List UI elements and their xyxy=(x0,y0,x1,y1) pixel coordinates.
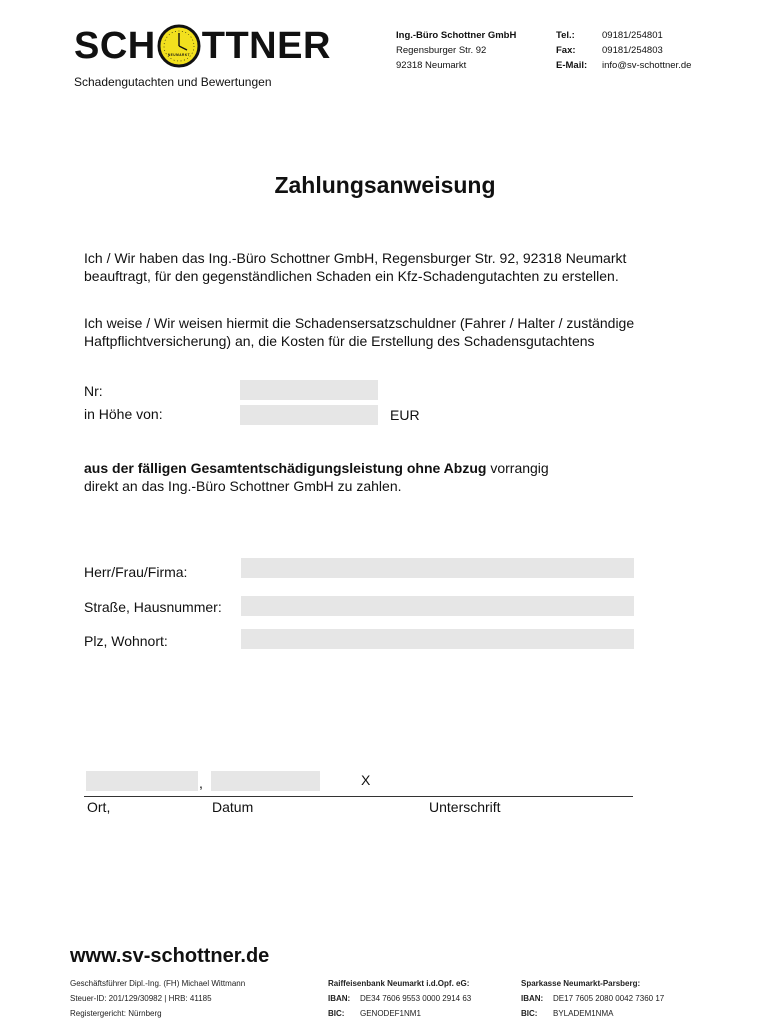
clock-icon xyxy=(157,24,201,68)
ort-label: Ort, xyxy=(87,799,111,815)
currency-label: EUR xyxy=(390,407,420,423)
footer-company-info xyxy=(70,976,245,1021)
nr-field[interactable] xyxy=(240,380,378,400)
city-label: Plz, Wohnort: xyxy=(84,633,168,649)
payment-emphasis: aus der fälligen Gesamtentschädigungsleistung ohne Abzug xyxy=(84,460,487,476)
name-field[interactable] xyxy=(241,558,634,578)
bic-value: GENODEF1NM1 xyxy=(360,1009,421,1018)
company-tagline: Schadengutachten und Bewertungen xyxy=(74,75,272,89)
street-field[interactable] xyxy=(241,596,634,616)
logo-clock-label: NEUMARKT xyxy=(167,53,190,57)
footer-bank-sparkasse xyxy=(521,976,664,1021)
company-address xyxy=(396,28,516,73)
signature-line xyxy=(84,796,633,797)
paragraph-payment xyxy=(84,459,694,495)
paragraph-line: Ich / Wir haben das Ing.-Büro Schottner GmbH, Regensburger Str. 92, 92318 Neumarkt xyxy=(84,250,627,266)
website-link[interactable]: www.sv-schottner.de xyxy=(70,945,270,967)
footer-line: Geschäftsführer Dipl.-Ing. (FH) Michael Wittmann xyxy=(70,979,246,988)
paragraph-commission xyxy=(84,249,694,285)
city-field[interactable] xyxy=(241,629,634,649)
bank-name: Raiffeisenbank Neumarkt i.d.Opf. eG: xyxy=(328,979,470,988)
footer-bank-raiffeisen xyxy=(328,976,471,1021)
document-title: Zahlungsanweisung xyxy=(274,172,496,198)
amount-field[interactable] xyxy=(240,405,378,425)
street-label: Straße, Hausnummer: xyxy=(84,599,222,615)
iban-label: IBAN: xyxy=(328,994,351,1003)
iban-value: DE17 7605 2080 0042 7360 17 xyxy=(553,994,665,1003)
email-label: E-Mail: xyxy=(556,60,588,71)
date-field[interactable] xyxy=(211,771,320,791)
company-street: Regensburger Str. 92 xyxy=(396,45,487,56)
company-city: 92318 Neumarkt xyxy=(396,60,467,71)
nr-label: Nr: xyxy=(84,383,103,399)
email-value: info@sv-schottner.de xyxy=(602,60,692,71)
payment-text: vorrangig xyxy=(486,460,549,476)
tel-value: 09181/254801 xyxy=(602,30,663,41)
fax-value: 09181/254803 xyxy=(602,45,663,56)
footer-line: Steuer-ID: 201/129/30982 | HRB: 41185 xyxy=(70,994,212,1003)
name-label: Herr/Frau/Firma: xyxy=(84,564,188,580)
bank-name: Sparkasse Neumarkt-Parsberg: xyxy=(521,979,641,988)
fax-label: Fax: xyxy=(556,45,576,56)
company-logo xyxy=(74,24,331,68)
signature-comma: , xyxy=(199,775,203,791)
paragraph-line: beauftragt, für den gegenständlichen Schaden ein Kfz-Schadengutachten zu erstellen. xyxy=(84,268,619,284)
signature-x-mark: X xyxy=(361,772,371,788)
datum-label: Datum xyxy=(212,799,254,815)
company-contact xyxy=(556,28,691,73)
bic-value: BYLADEM1NMA xyxy=(553,1009,614,1018)
iban-label: IBAN: xyxy=(521,994,544,1003)
paragraph-instruction xyxy=(84,314,694,350)
footer-line: Registergericht: Nürnberg xyxy=(70,1009,162,1018)
bic-label: BIC: xyxy=(521,1009,538,1018)
unterschrift-label: Unterschrift xyxy=(429,799,501,815)
logo-text-left: SCH xyxy=(74,24,156,67)
bic-label: BIC: xyxy=(328,1009,345,1018)
place-field[interactable] xyxy=(86,771,198,791)
paragraph-line: Haftpflichtversicherung) an, die Kosten für die Erstellung des Schadensgutachtens xyxy=(84,333,595,349)
tel-label: Tel.: xyxy=(556,30,575,41)
logo-text-right: TTNER xyxy=(201,24,331,67)
amount-label: in Höhe von: xyxy=(84,406,163,422)
company-name: Ing.-Büro Schottner GmbH xyxy=(396,30,517,41)
paragraph-line: Ich weise / Wir weisen hiermit die Schadensersatzschuldner (Fahrer / Halter / zuständige xyxy=(84,315,635,331)
iban-value: DE34 7606 9553 0000 2914 63 xyxy=(360,994,472,1003)
paragraph-line: direkt an das Ing.-Büro Schottner GmbH zu zahlen. xyxy=(84,478,402,494)
